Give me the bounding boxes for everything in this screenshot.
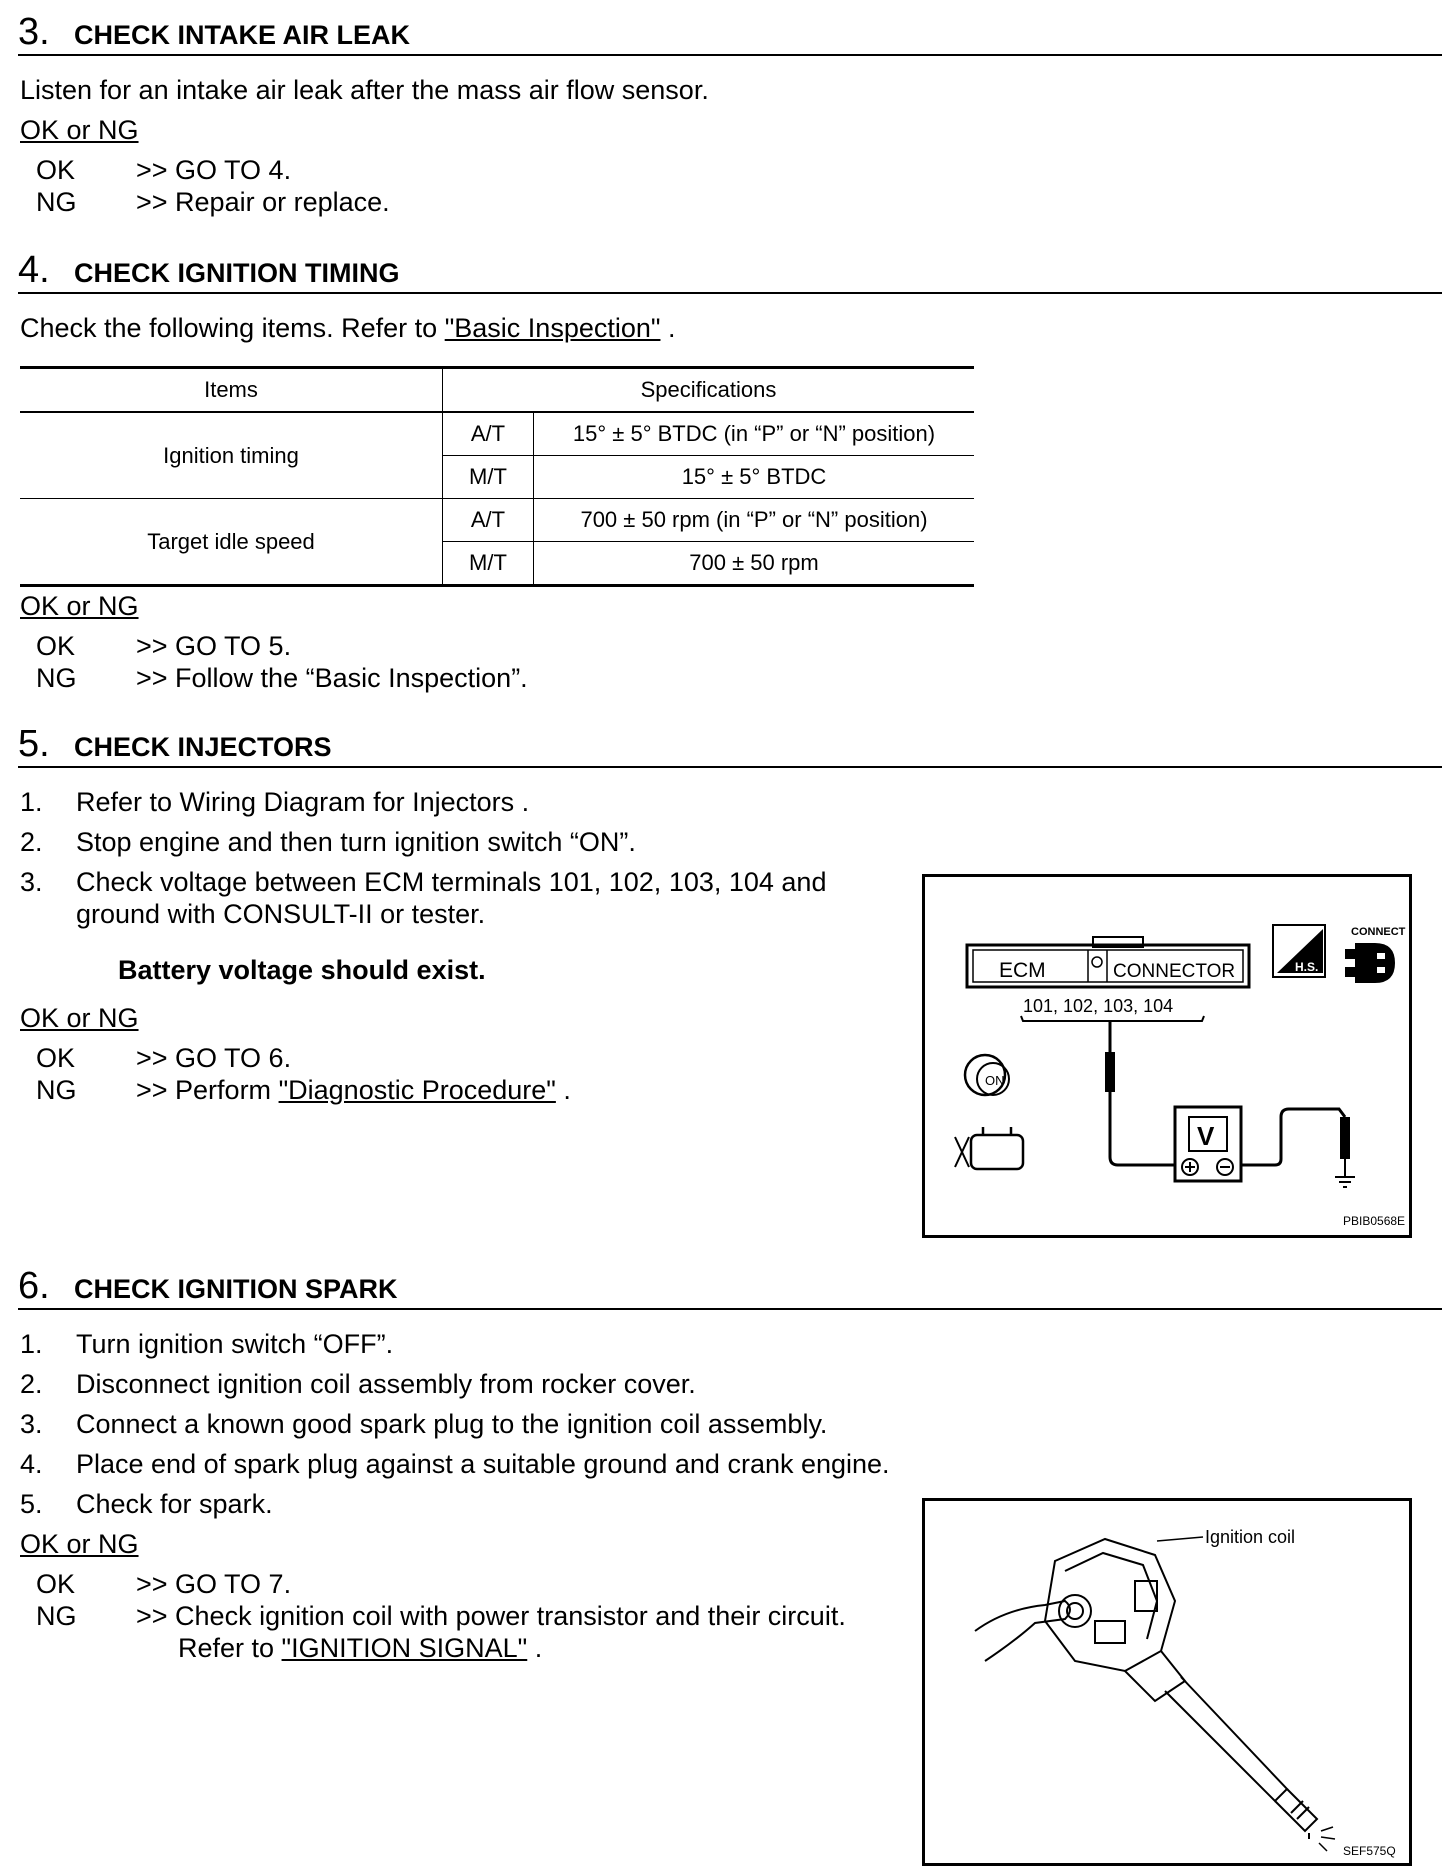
result-value: >> Repair or replace. xyxy=(136,187,390,217)
list-item xyxy=(20,1368,1020,1400)
text: . xyxy=(660,313,676,343)
list-item xyxy=(20,1408,1020,1440)
section-number: 6. xyxy=(18,1265,50,1307)
step-text: Check for spark. xyxy=(76,1489,273,1519)
ignition-key-on-icon xyxy=(965,1055,1009,1095)
diagnostic-procedure-link[interactable]: "Diagnostic Procedure" xyxy=(278,1075,556,1105)
spec-value: 700 ± 50 rpm (in “P” or “N” position) xyxy=(534,499,975,542)
section-number: 4. xyxy=(18,249,50,291)
list-item xyxy=(20,1488,820,1520)
ok-or-ng-label: OK or NG xyxy=(20,1529,139,1559)
list-item xyxy=(20,786,920,818)
hs-label: H.S. xyxy=(1295,960,1319,974)
result-value: >> Follow the “Basic Inspection”. xyxy=(136,663,528,693)
step-text: Place end of spark plug against a suitable ground and crank engine. xyxy=(76,1449,890,1479)
ecm-diagram xyxy=(925,877,1409,1235)
spec-value: 15° ± 5° BTDC (in “P” or “N” position) xyxy=(534,412,975,456)
step-number: 2. xyxy=(20,827,43,857)
ground-probe xyxy=(1340,1117,1350,1159)
list-item xyxy=(20,866,920,898)
result-ok xyxy=(36,1042,916,1074)
header-items: Items xyxy=(20,368,443,413)
probe-tip xyxy=(1105,1052,1115,1092)
result-value: >> GO TO 7. xyxy=(136,1569,292,1599)
result-key: NG xyxy=(36,1075,77,1105)
connect-label: CONNECT xyxy=(1351,926,1406,938)
probe-lead xyxy=(1110,1092,1175,1165)
section-4-header xyxy=(18,248,1442,294)
spec-value: 700 ± 50 rpm xyxy=(534,542,975,586)
result-value: >> GO TO 4. xyxy=(136,155,292,185)
result-ng xyxy=(36,662,936,694)
connector-label: CONNECTOR xyxy=(1113,961,1236,982)
step-number: 3. xyxy=(20,867,43,897)
key-on-label: ON xyxy=(985,1073,1005,1088)
trans-type: A/T xyxy=(443,499,534,542)
table-row xyxy=(20,499,974,542)
text: . xyxy=(527,1633,543,1663)
result-key: NG xyxy=(36,663,77,693)
list-item xyxy=(20,1328,1020,1360)
result-ok xyxy=(36,154,936,186)
result-value: >> GO TO 6. xyxy=(136,1043,292,1073)
result-value xyxy=(136,1074,571,1106)
section-title: CHECK INTAKE AIR LEAK xyxy=(74,20,410,50)
result-ng xyxy=(36,186,936,218)
ok-or-ng-label: OK or NG xyxy=(20,591,139,621)
result-ng xyxy=(36,1600,916,1632)
trans-type: M/T xyxy=(443,456,534,499)
result-value: >> GO TO 5. xyxy=(136,631,292,661)
section-number: 3. xyxy=(18,11,50,53)
hs-icon xyxy=(1273,925,1325,977)
step-text: Disconnect ignition coil assembly from rocker cover. xyxy=(76,1369,696,1399)
section-title: CHECK IGNITION SPARK xyxy=(74,1274,398,1304)
step-number: 5. xyxy=(20,1489,43,1519)
list-item xyxy=(20,898,920,930)
trans-type: M/T xyxy=(443,542,534,586)
list-item xyxy=(20,826,920,858)
figure-code: PBIB0568E xyxy=(1343,1214,1406,1228)
refer-line xyxy=(178,1632,778,1664)
ignition-coil-label: Ignition coil xyxy=(1205,1527,1296,1547)
table-row xyxy=(20,412,974,456)
result-key: OK xyxy=(36,1043,76,1073)
ecm-label: ECM xyxy=(999,959,1046,982)
result-key: NG xyxy=(36,187,77,217)
result-ng xyxy=(36,1074,916,1106)
ignition-coil-illustration xyxy=(925,1501,1409,1863)
list-item xyxy=(20,1448,1020,1480)
result-ok xyxy=(36,1568,916,1600)
section-5-header xyxy=(18,722,1442,768)
header-specifications: Specifications xyxy=(443,368,975,413)
specifications-table xyxy=(20,366,974,587)
step-number: 2. xyxy=(20,1369,43,1399)
section-title: CHECK INJECTORS xyxy=(74,732,332,762)
text: Refer to xyxy=(178,1633,282,1663)
figure-code: SEF575Q xyxy=(1343,1844,1396,1858)
result-ok xyxy=(36,630,936,662)
item-target-idle-speed: Target idle speed xyxy=(20,499,443,586)
section-3-header xyxy=(18,10,1442,56)
text: >> Perform xyxy=(136,1075,279,1105)
ignition-coil-icon xyxy=(1045,1539,1317,1831)
step-text: Connect a known good spark plug to the ignition coil assembly. xyxy=(76,1409,828,1439)
section-number: 5. xyxy=(18,723,50,765)
step-text: Turn ignition switch “OFF”. xyxy=(76,1329,394,1359)
item-ignition-timing: Ignition timing xyxy=(20,412,443,499)
step-number: 4. xyxy=(20,1449,43,1479)
section-title: CHECK IGNITION TIMING xyxy=(74,258,400,288)
text: Check the following items. Refer to xyxy=(20,313,445,343)
ignition-coil-figure xyxy=(922,1498,1412,1866)
hand-icon xyxy=(975,1601,1070,1661)
step-number: 1. xyxy=(20,1329,43,1359)
connect-icon xyxy=(1345,943,1395,983)
result-key: NG xyxy=(36,1601,77,1631)
leader-line xyxy=(1157,1537,1203,1541)
step-text: Check voltage between ECM terminals 101, 102, 103, 104 and xyxy=(76,867,827,897)
ecm-voltage-figure xyxy=(922,874,1412,1238)
step-number: 3. xyxy=(20,1409,43,1439)
section-3-text: Listen for an intake air leak after the mass air flow sensor. xyxy=(20,75,709,105)
ok-or-ng-label: OK or NG xyxy=(20,115,139,145)
section-6-header xyxy=(18,1264,1442,1310)
table-header-row xyxy=(20,368,974,413)
trans-type: A/T xyxy=(443,412,534,456)
ignition-signal-link[interactable]: "IGNITION SIGNAL" xyxy=(281,1633,528,1663)
engine-icon xyxy=(955,1127,1023,1169)
expected-result: Battery voltage should exist. xyxy=(118,955,486,985)
step-text: Stop engine and then turn ignition switch “ON”. xyxy=(76,827,636,857)
step-text: ground with CONSULT-II or tester. xyxy=(76,899,486,929)
step-text: Refer to Wiring Diagram for Injectors . xyxy=(76,787,530,817)
ok-or-ng-label: OK or NG xyxy=(20,1003,139,1033)
connector-pin-icon xyxy=(1092,957,1102,967)
result-key: OK xyxy=(36,631,76,661)
voltmeter-v-label: V xyxy=(1197,1121,1215,1151)
result-value: >> Check ignition coil with power transistor and their circuit. xyxy=(136,1601,846,1631)
section-4-text xyxy=(20,312,675,344)
terminal-bracket xyxy=(1021,1016,1204,1021)
text: . xyxy=(555,1075,571,1105)
spark-icon xyxy=(1319,1827,1335,1851)
step-number: 1. xyxy=(20,787,43,817)
basic-inspection-link[interactable]: "Basic Inspection" xyxy=(444,313,661,343)
result-key: OK xyxy=(36,1569,76,1599)
spec-value: 15° ± 5° BTDC xyxy=(534,456,975,499)
terminals-label: 101, 102, 103, 104 xyxy=(1023,996,1174,1016)
result-key: OK xyxy=(36,155,76,185)
ground-lead xyxy=(1241,1109,1345,1165)
